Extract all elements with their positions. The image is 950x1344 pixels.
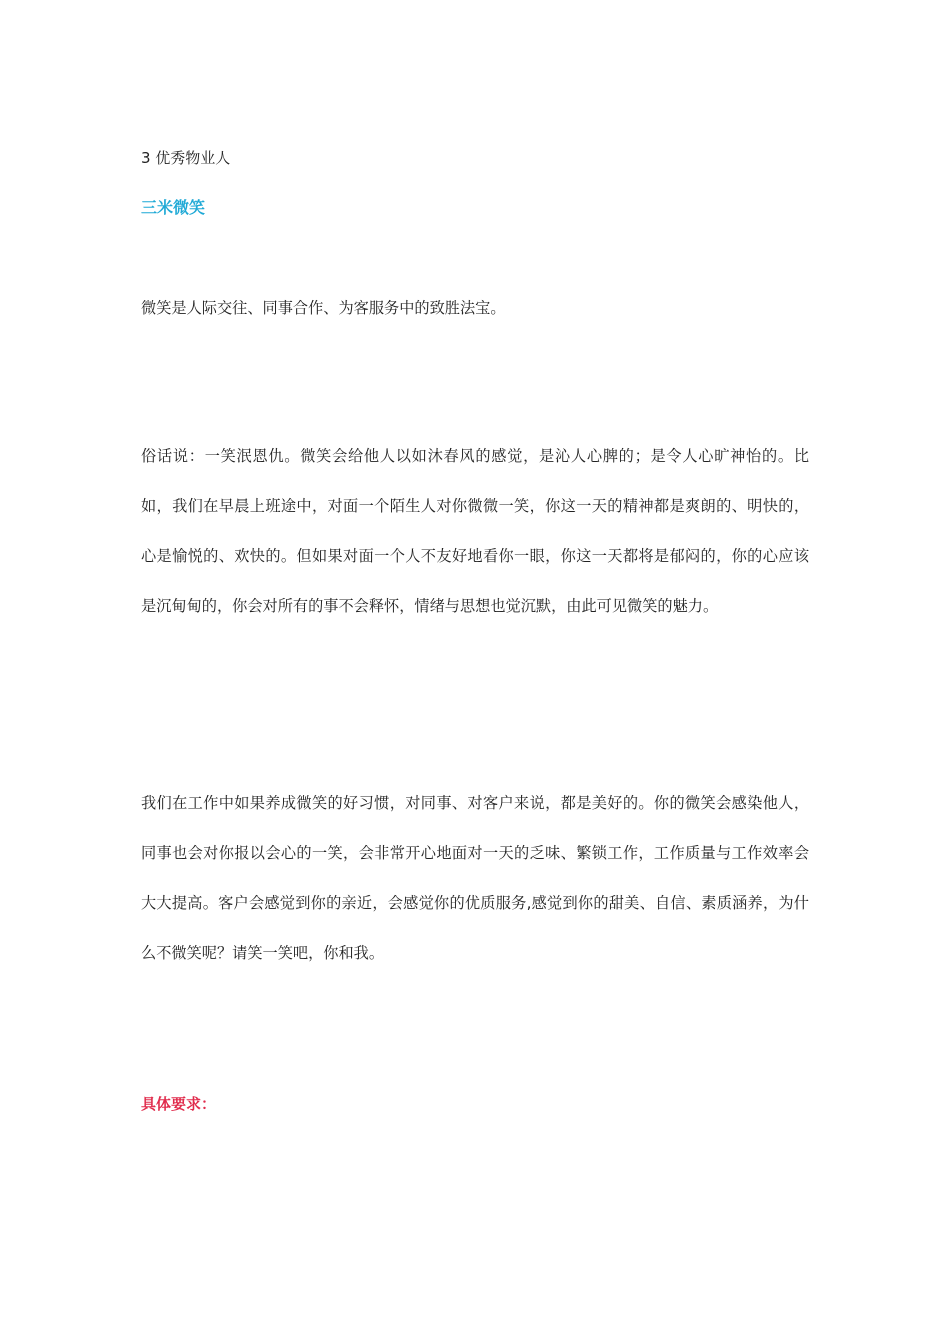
document-title: 三米微笑 [141, 198, 206, 217]
paragraph-work-habit: 我们在工作中如果养成微笑的好习惯，对同事、对客户来说，都是美好的。你的微笑会感染他人，同事也会对你报以会心的一笑，会非常开心地面对一天的乏味、繁锁工作，工作质量与工作效率会大大提高。客户会感觉到你的亲近，会感觉你的优质服务,感觉到你的甜美、自信、素质涵养，为什么不微笑呢？请笑一笑吧，你和我。 [141, 794, 809, 962]
paragraph-intro: 微笑是人际交往、同事合作、为客服务中的致胜法宝。 [141, 299, 506, 317]
paragraph-proverb: 俗话说：一笑泯恩仇。微笑会给他人以如沐春风的感觉，是沁人心脾的；是令人心旷神怡的。比如，我们在早晨上班途中，对面一个陌生人对你微微一笑，你这一天的精神都是爽朗的、明快的，心是愉悦的、欢快的。但如果对面一个人不友好地看你一眼，你这一天都将是郁闷的，你的心应该是沉甸甸的，你会对所有的事不会释怀，情绪与思想也觉沉默，由此可见微笑的魅力。 [141, 447, 809, 615]
document-subtitle: 3 优秀物业人 [141, 149, 231, 167]
requirements-heading: 具体要求： [141, 1095, 217, 1113]
